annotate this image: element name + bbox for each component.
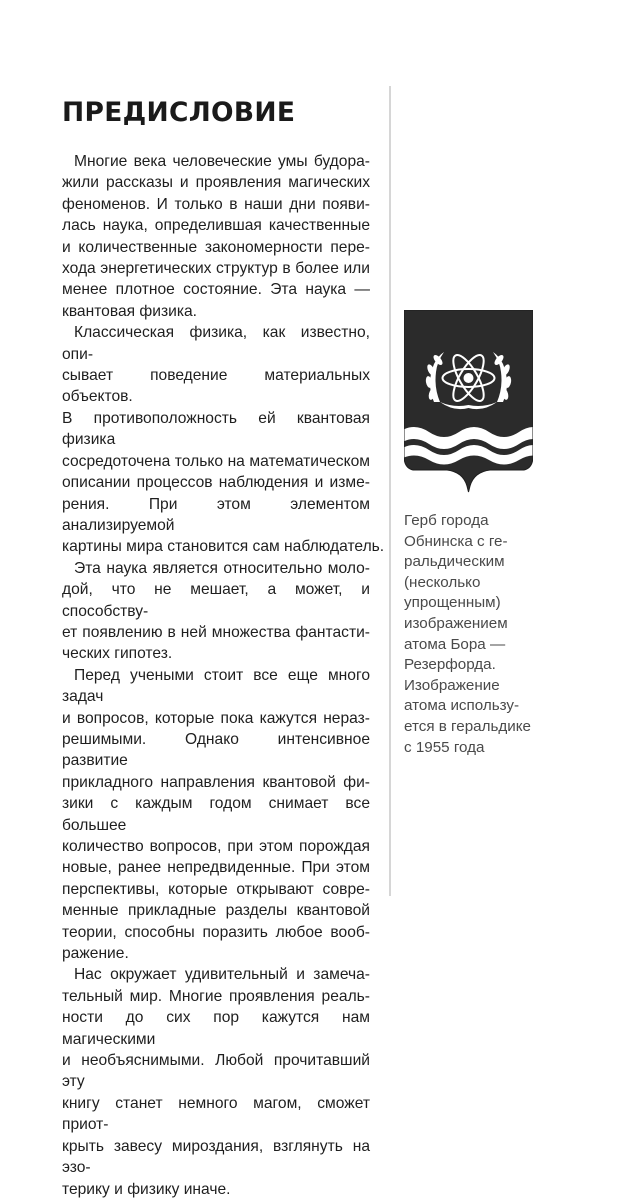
- paragraph-line: Нас окружает удивительный и замеча-: [74, 966, 370, 984]
- paragraph-line: книгу станет немного магом, сможет приот-: [62, 1094, 370, 1134]
- paragraph-line: прикладного направления квантовой фи-: [62, 773, 370, 791]
- paragraph-line: менные прикладные разделы квантовой: [62, 902, 370, 920]
- paragraph-line: новые, ранее непредвиденные. При этом: [62, 859, 370, 877]
- caption-line: изображением: [404, 614, 508, 632]
- paragraph-line: картины мира становится сам наблюдатель.: [62, 538, 385, 556]
- paragraph-line: рения. При этом элементом анализируемой: [62, 495, 370, 534]
- paragraph: [62, 322, 385, 557]
- preface-body: [62, 151, 385, 1200]
- caption-line: Герб города: [404, 512, 489, 529]
- paragraph-line: Эта наука является относительно моло-: [74, 559, 370, 577]
- paragraph-line: теории, способны поразить любое вооб-: [62, 923, 370, 941]
- paragraph-line: жили рассказы и проявления магических: [62, 174, 370, 192]
- paragraph-line: ческих гипотез.: [62, 645, 173, 663]
- page-title: ПРЕДИСЛОВИЕ: [62, 97, 296, 128]
- paragraph-line: терику и физику иначе.: [62, 1180, 231, 1198]
- paragraph-line: В противоположность ей квантовая физика: [62, 409, 370, 449]
- paragraph-line: и вопросов, которые пока кажутся нераз-: [62, 709, 370, 727]
- paragraph-line: сывает поведение материальных объектов.: [62, 367, 370, 406]
- caption-line: ется в геральдике: [404, 717, 531, 735]
- paragraph-line: ражение.: [62, 945, 129, 963]
- caption-line: упрощенным): [404, 594, 501, 612]
- paragraph-line: лась наука, определившая качественные: [62, 217, 370, 235]
- emblem-caption: [404, 511, 544, 758]
- paragraph-line: дой, что не мешает, а может, и способству-: [62, 581, 370, 620]
- paragraph-line: ности до сих пор кажутся нам магическими: [62, 1009, 370, 1048]
- caption-line: Изображение: [404, 676, 500, 694]
- paragraph-line: зики с каждым годом снимает все большее: [62, 795, 370, 834]
- paragraph: [62, 558, 370, 665]
- vertical-divider: [389, 86, 391, 896]
- paragraph: [62, 665, 370, 965]
- paragraph-line: крыть завесу мироздания, взглянуть на эзо-: [62, 1137, 370, 1177]
- paragraph-line: квантовая физика.: [62, 302, 197, 320]
- caption-line: атома использу-: [404, 697, 520, 715]
- paragraph-line: хода энергетических структур в более или: [62, 260, 370, 278]
- caption-line: Резерфорда.: [404, 656, 496, 674]
- paragraph-line: перспективы, которые открывают совре-: [62, 880, 370, 898]
- paragraph-line: и необъяснимыми. Любой прочитавший эту: [62, 1052, 370, 1091]
- paragraph-line: тельный мир. Многие проявления реаль-: [62, 987, 370, 1005]
- paragraph: [62, 151, 370, 322]
- caption-line: ральдическим: [404, 553, 505, 571]
- paragraph-line: сосредоточена только на математическом: [62, 452, 370, 470]
- caption-line: с 1955 года: [404, 738, 485, 756]
- paragraph-line: количество вопросов, при этом порождая: [62, 838, 370, 855]
- paragraph-line: ет появлению в ней множества фантасти-: [62, 623, 370, 641]
- paragraph-line: описании процессов наблюдения и изме-: [62, 474, 370, 492]
- paragraph-line: решимыми. Однако интенсивное развитие: [62, 730, 370, 770]
- paragraph-line: менее плотное состояние. Эта наука —: [62, 281, 370, 299]
- obninsk-coat-of-arms-icon: [404, 310, 533, 500]
- caption-line: атома Бора —: [404, 635, 506, 653]
- paragraph-line: Многие века человеческие умы будора-: [74, 153, 370, 170]
- paragraph-line: Перед учеными стоит все еще много задач: [62, 666, 370, 706]
- paragraph-line: феноменов. И только в наши дни появи-: [62, 195, 370, 213]
- caption-line: Обнинска с ге-: [404, 532, 508, 550]
- caption-line: (несколько: [404, 573, 481, 591]
- paragraph-line: Классическая физика, как известно, опи-: [62, 324, 370, 363]
- paragraph-line: и количественные закономерности пере-: [62, 238, 370, 256]
